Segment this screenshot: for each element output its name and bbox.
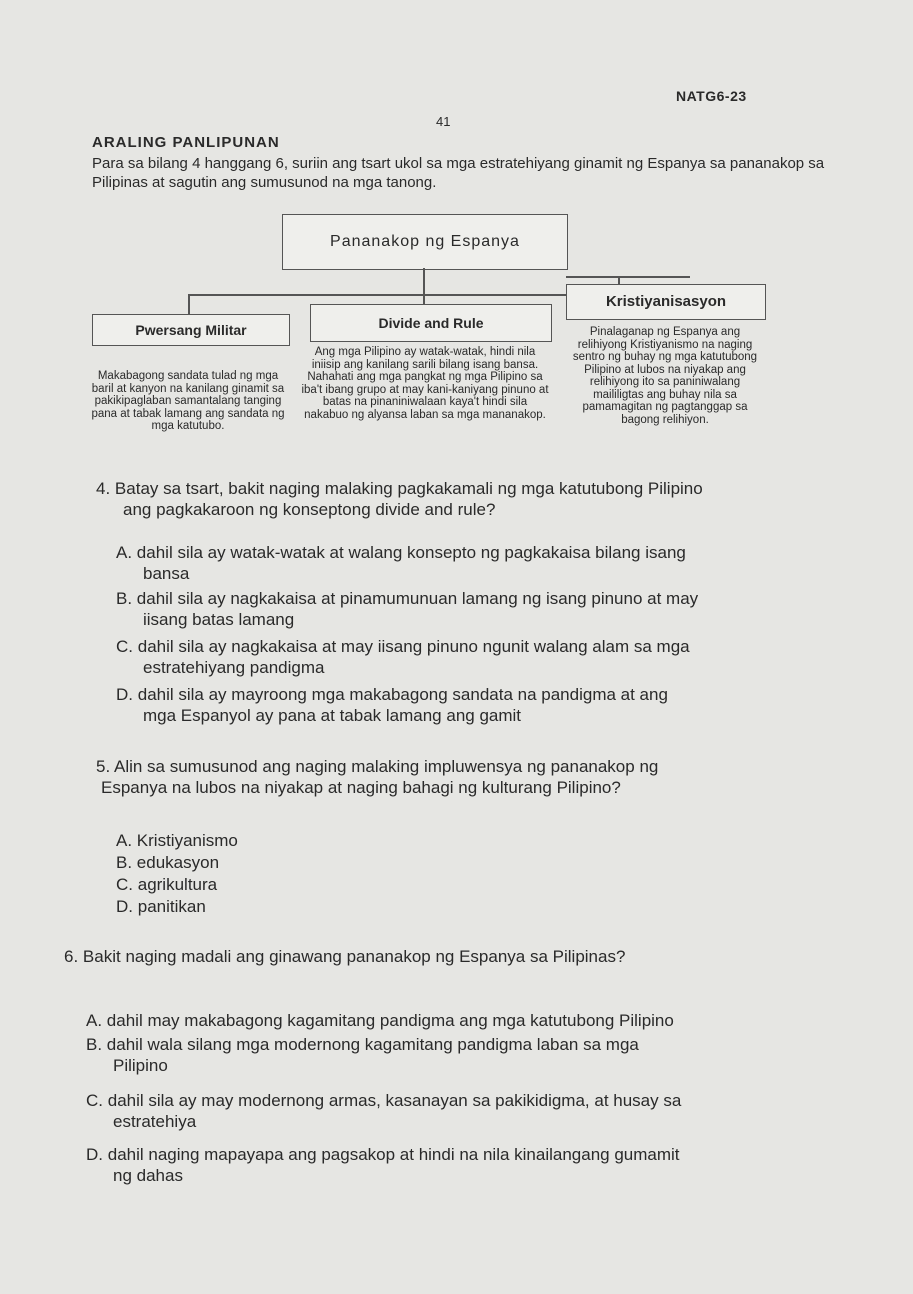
option-4d[interactable] (116, 684, 886, 726)
branch-description-divide-and-rule: Ang mga Pilipino ay watak-watak, hindi nila iniisip ang kanilang sarili bilang isang bansa. Nahahati ang mga pangkat ng mga Pilipino sa iba't ibang grupo at may kani-kaniyang pinuno at batas na pinaniniwalaan kaya't hindi sila nakabuo ng alyansa laban sa mga mananakop. (301, 346, 549, 421)
option-label: C. (116, 875, 133, 894)
option-4c[interactable] (116, 636, 886, 678)
option-text: dahil sila ay may modernong armas, kasanayan sa pakikidigma, at husay sa (107, 1091, 682, 1110)
option-6b[interactable] (86, 1034, 856, 1076)
option-label: A. (116, 543, 133, 562)
option-text: agrikultura (137, 875, 218, 894)
option-label: A. (86, 1011, 103, 1030)
branch-description-pwersang-militar: Makabagong sandata tulad ng mga baril at kanyon na kanilang ginamit sa pakikipaglaban samantalang tanging pana at tabak lamang ang sandata ng mga katutubo. (91, 370, 285, 432)
page-number: 41 (436, 114, 451, 129)
question-stem-cont: ang pagkakaroon ng konseptong divide and rule? (123, 500, 496, 519)
option-5b[interactable] (116, 852, 886, 873)
chart-title-box: Pananakop ng Espanya (282, 214, 568, 270)
branch-description-kristiyanisasyon: Pinalaganap ng Espanya ang relihiyong Kristiyanismo na naging sentro ng buhay ng mga katutubong Pilipino at lubos na niyakap ang relihiyong ito sa paniniwalang maililigtas ang buhay nila sa pamamagitan ng pagtanggap sa bagong relihiyon. (572, 326, 758, 426)
option-text-cont: mga Espanyol ay pana at tabak lamang ang gamit (143, 706, 522, 725)
option-label: B. (86, 1035, 103, 1054)
option-text-cont: Pilipino (113, 1056, 168, 1075)
option-text: panitikan (137, 897, 206, 916)
option-6d[interactable] (86, 1144, 856, 1186)
question-stem: Bakit naging madali ang ginawang pananakop ng Espanya sa Pilipinas? (82, 947, 626, 966)
option-text: dahil may makabagong kagamitang pandigma ang mga katutubong Pilipino (106, 1011, 674, 1030)
option-text-cont: estratehiya (113, 1112, 197, 1131)
option-label: C. (86, 1091, 103, 1110)
question-6 (64, 946, 854, 967)
branch-kristiyanisasyon: Kristiyanisasyon (566, 284, 766, 320)
option-6a[interactable] (86, 1010, 856, 1031)
option-5c[interactable] (116, 874, 886, 895)
option-text: dahil sila ay watak-watak at walang konsepto ng pagkakaisa bilang isang (136, 543, 686, 562)
option-label: B. (116, 589, 133, 608)
option-text: dahil sila ay mayroong mga makabagong sandata na pandigma at ang (137, 685, 668, 704)
question-number: 4. (96, 479, 111, 498)
option-text: dahil sila ay nagkakaisa at may iisang pinuno ngunit walang alam sa mga (137, 637, 690, 656)
connector-mid (423, 294, 425, 304)
question-stem: Batay sa tsart, bakit naging malaking pagkakamali ng mga katutubong Pilipino (114, 479, 703, 498)
question-number: 5. (96, 757, 111, 776)
option-text-cont: iisang batas lamang (143, 610, 295, 629)
option-6c[interactable] (86, 1090, 856, 1132)
option-text: dahil wala silang mga modernong kagamitang pandigma laban sa mga (106, 1035, 639, 1054)
option-4b[interactable] (116, 588, 886, 630)
connector-right-top (566, 276, 690, 278)
option-label: A. (116, 831, 133, 850)
instructions: Para sa bilang 4 hanggang 6, suriin ang tsart ukol sa mga estratehiyang ginamit ng Espanya sa pananakop sa Pilipinas at sagutin ang sumusunod na mga tanong. (92, 155, 825, 191)
option-5a[interactable] (116, 830, 886, 851)
connector-horizontal (188, 294, 618, 296)
connector-vertical-top (423, 268, 425, 294)
question-5 (96, 756, 886, 798)
subject-heading: ARALING PANLIPUNAN (92, 134, 280, 151)
branch-divide-and-rule: Divide and Rule (310, 304, 552, 342)
option-text: dahil sila ay nagkakaisa at pinamumunuan lamang ng isang pinuno at may (136, 589, 699, 608)
question-4 (96, 478, 886, 520)
option-label: D. (86, 1145, 103, 1164)
option-text-cont: ng dahas (113, 1166, 183, 1185)
question-stem-cont: Espanya na lubos na niyakap at naging bahagi ng kulturang Pilipino? (101, 778, 621, 797)
option-text: edukasyon (136, 853, 220, 872)
option-4a[interactable] (116, 542, 886, 584)
option-text-cont: estratehiyang pandigma (143, 658, 325, 677)
test-code: NATG6-23 (676, 88, 747, 104)
question-number: 6. (64, 947, 79, 966)
option-text-cont: bansa (143, 564, 190, 583)
connector-left (188, 294, 190, 314)
option-label: C. (116, 637, 133, 656)
option-text: dahil naging mapayapa ang pagsakop at hindi na nila kinailangang gumamit (107, 1145, 680, 1164)
option-label: B. (116, 853, 133, 872)
option-label: D. (116, 685, 133, 704)
option-label: D. (116, 897, 133, 916)
option-5d[interactable] (116, 896, 886, 917)
question-stem: Alin sa sumusunod ang naging malaking impluwensya ng pananakop ng (113, 757, 659, 776)
branch-pwersang-militar: Pwersang Militar (92, 314, 290, 346)
option-text: Kristiyanismo (136, 831, 238, 850)
